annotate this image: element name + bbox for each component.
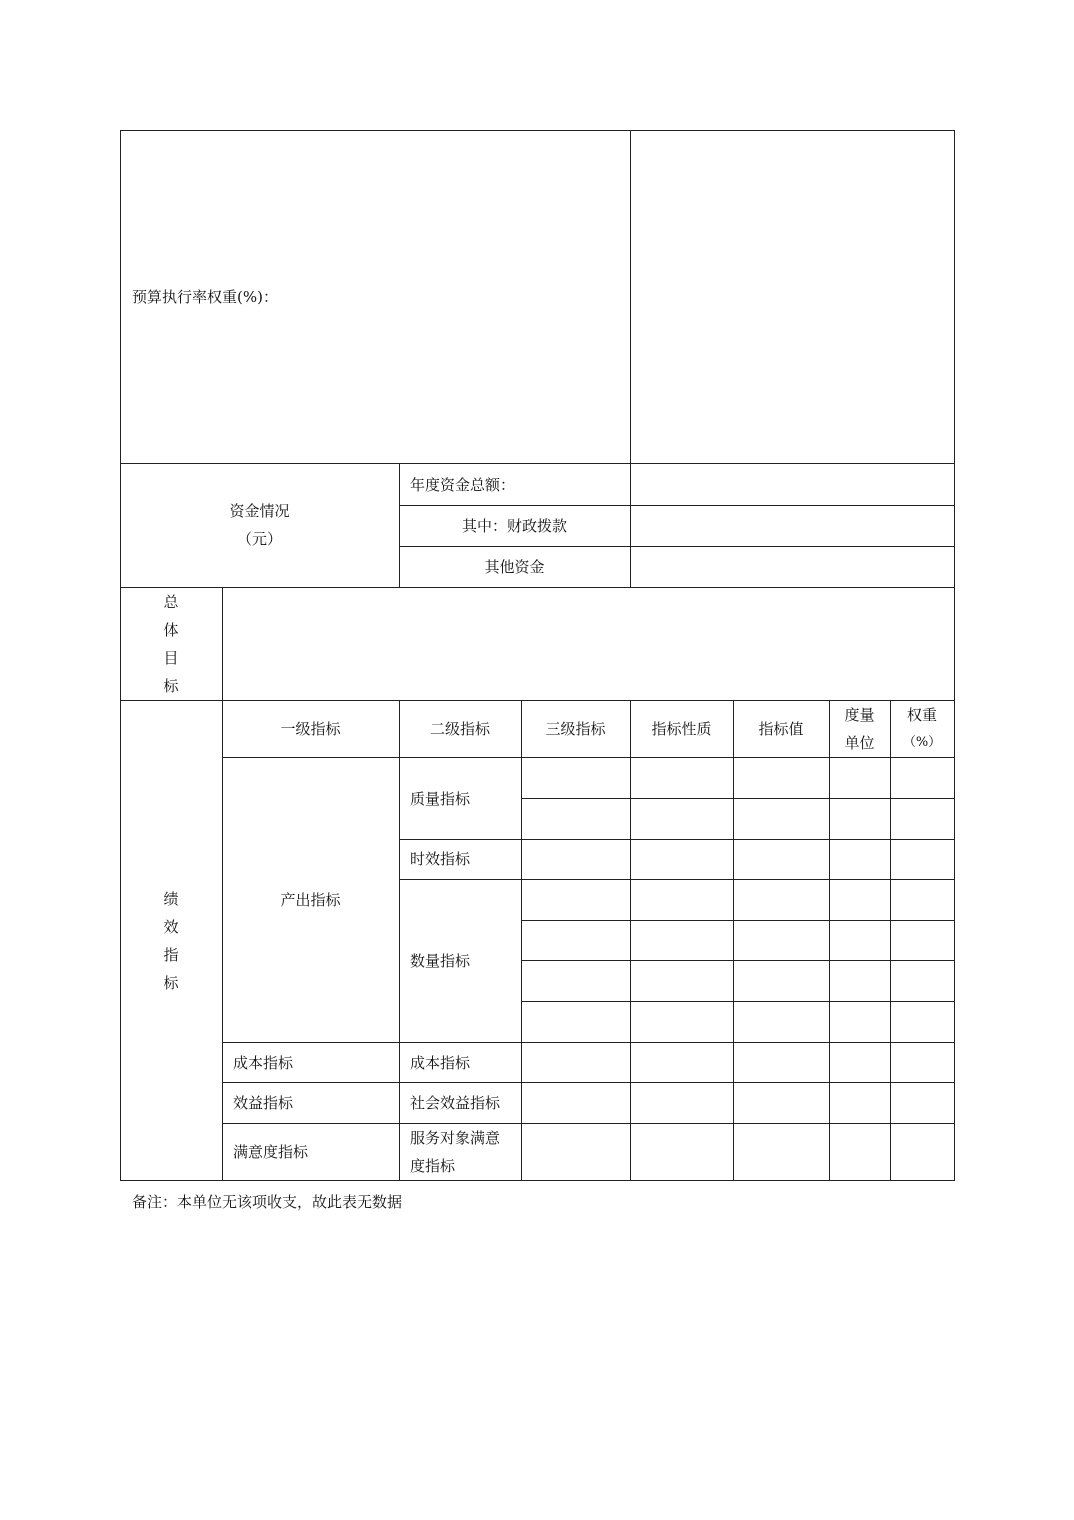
funds-other-label: 其他资金 [484, 558, 545, 576]
funds-label: 资金情况 [229, 502, 290, 520]
footnote: 备注：本单位无该项收支，故此表无数据 [132, 1193, 403, 1211]
goal-label: 总 体 目 标 [163, 593, 179, 695]
header-level3: 三级指标 [545, 720, 606, 738]
cost-indicator-l2: 成本指标 [410, 1054, 471, 1072]
funds-fiscal-label: 其中：财政拨款 [461, 517, 567, 535]
quality-indicator: 质量指标 [410, 790, 471, 808]
cost-indicator-l1: 成本指标 [233, 1054, 294, 1072]
header-level2: 二级指标 [429, 720, 490, 738]
header-unit-line2: 单位 [844, 734, 875, 752]
satisfaction-indicator-l2: 服务对象满意 [410, 1129, 501, 1147]
satisfaction-indicator-l1: 满意度指标 [233, 1143, 309, 1161]
satisfaction-indicator-l2-line2: 度指标 [410, 1157, 456, 1175]
header-value: 指标值 [758, 720, 804, 738]
header-weight: 权重 [906, 706, 937, 724]
output-indicator: 产出指标 [280, 891, 341, 909]
header-unit: 度量 [844, 706, 875, 724]
quantity-indicator: 数量指标 [410, 952, 471, 970]
perf-label: 绩 效 指 标 [163, 890, 179, 992]
header-level1: 一级指标 [280, 720, 341, 738]
funds-total-label: 年度资金总额： [410, 476, 516, 494]
benefit-indicator-l2: 社会效益指标 [410, 1094, 501, 1112]
timeliness-indicator: 时效指标 [410, 850, 471, 868]
budget-weight-label: 预算执行率权重(%)： [132, 288, 278, 306]
header-weight-unit: （%） [902, 735, 942, 750]
funds-unit-label: （元） [236, 530, 282, 548]
benefit-indicator-l1: 效益指标 [233, 1094, 294, 1112]
header-nature: 指标性质 [651, 720, 712, 738]
